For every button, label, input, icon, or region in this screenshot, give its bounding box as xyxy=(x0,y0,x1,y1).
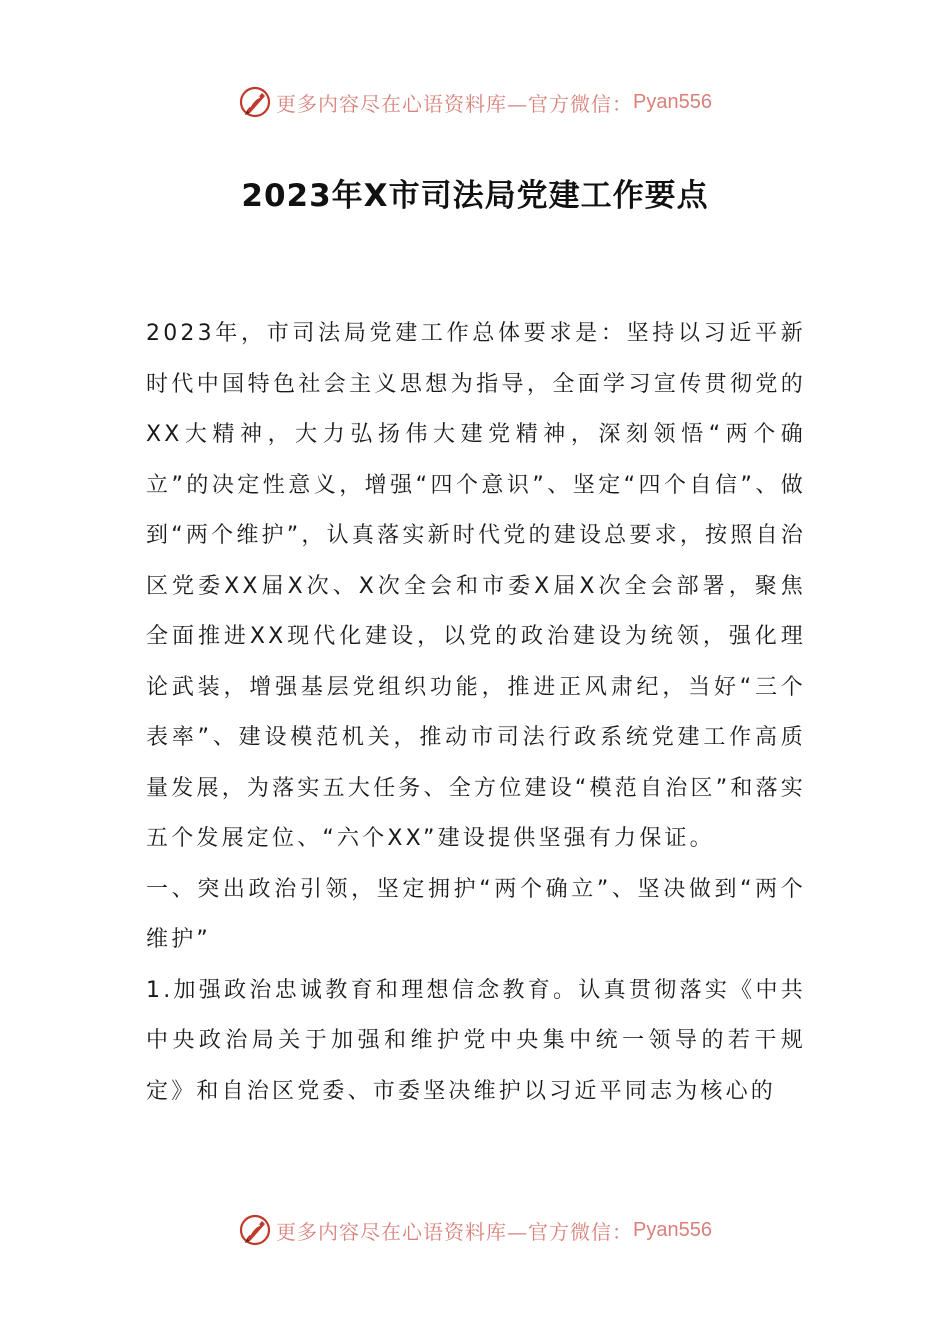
banner-wechat-id: Pyan556 xyxy=(633,1218,712,1241)
footer-watermark-banner xyxy=(0,1210,950,1250)
pen-logo-icon xyxy=(238,1213,272,1247)
banner-text: 更多内容尽在心语资料库—官方微信： xyxy=(276,91,634,116)
document-body xyxy=(146,309,806,1117)
banner-wechat-id: Pyan556 xyxy=(633,90,712,113)
header-watermark-banner xyxy=(0,82,950,122)
document-title: 2023年X市司法局党建工作要点 xyxy=(241,178,709,214)
item-paragraph-1: 1.加强政治忠诚教育和理想信念教育。认真贯彻落实《中共中央政治局关于加强和维护党中央集中统一领导的若干规定》和自治区党委、市委坚决维护以习近平同志为核心的 xyxy=(146,977,806,1104)
pen-logo-icon xyxy=(238,85,272,119)
intro-paragraph: 2023年，市司法局党建工作总体要求是：坚持以习近平新时代中国特色社会主义思想为指导，全面学习宣传贯彻党的XX大精神，大力弘扬伟大建党精神，深刻领悟“两个确立”的决定性意义，增强“四个意识”、坚定“四个自信”、做到“两个维护”，认真落实新时代党的建设总要求，按照自治区党委XX届X次、X次全会和市委X届X次全会部署，聚焦全面推进XX现代化建设，以党的政治建设为统领，强化理论武装，增强基层党组织功能，推进正风肃纪，当好“三个表率”、建设模范机关，推动市司法行政系统党建工作高质量发展，为落实五大任务、全方位建设“模范自治区”和落实五个发展定位、“六个XX”建设提供坚强有力保证。 xyxy=(146,321,806,851)
section-heading-1: 一、突出政治引领，坚定拥护“两个确立”、坚决做到“两个维护” xyxy=(146,876,806,952)
banner-text: 更多内容尽在心语资料库—官方微信： xyxy=(276,1219,634,1244)
